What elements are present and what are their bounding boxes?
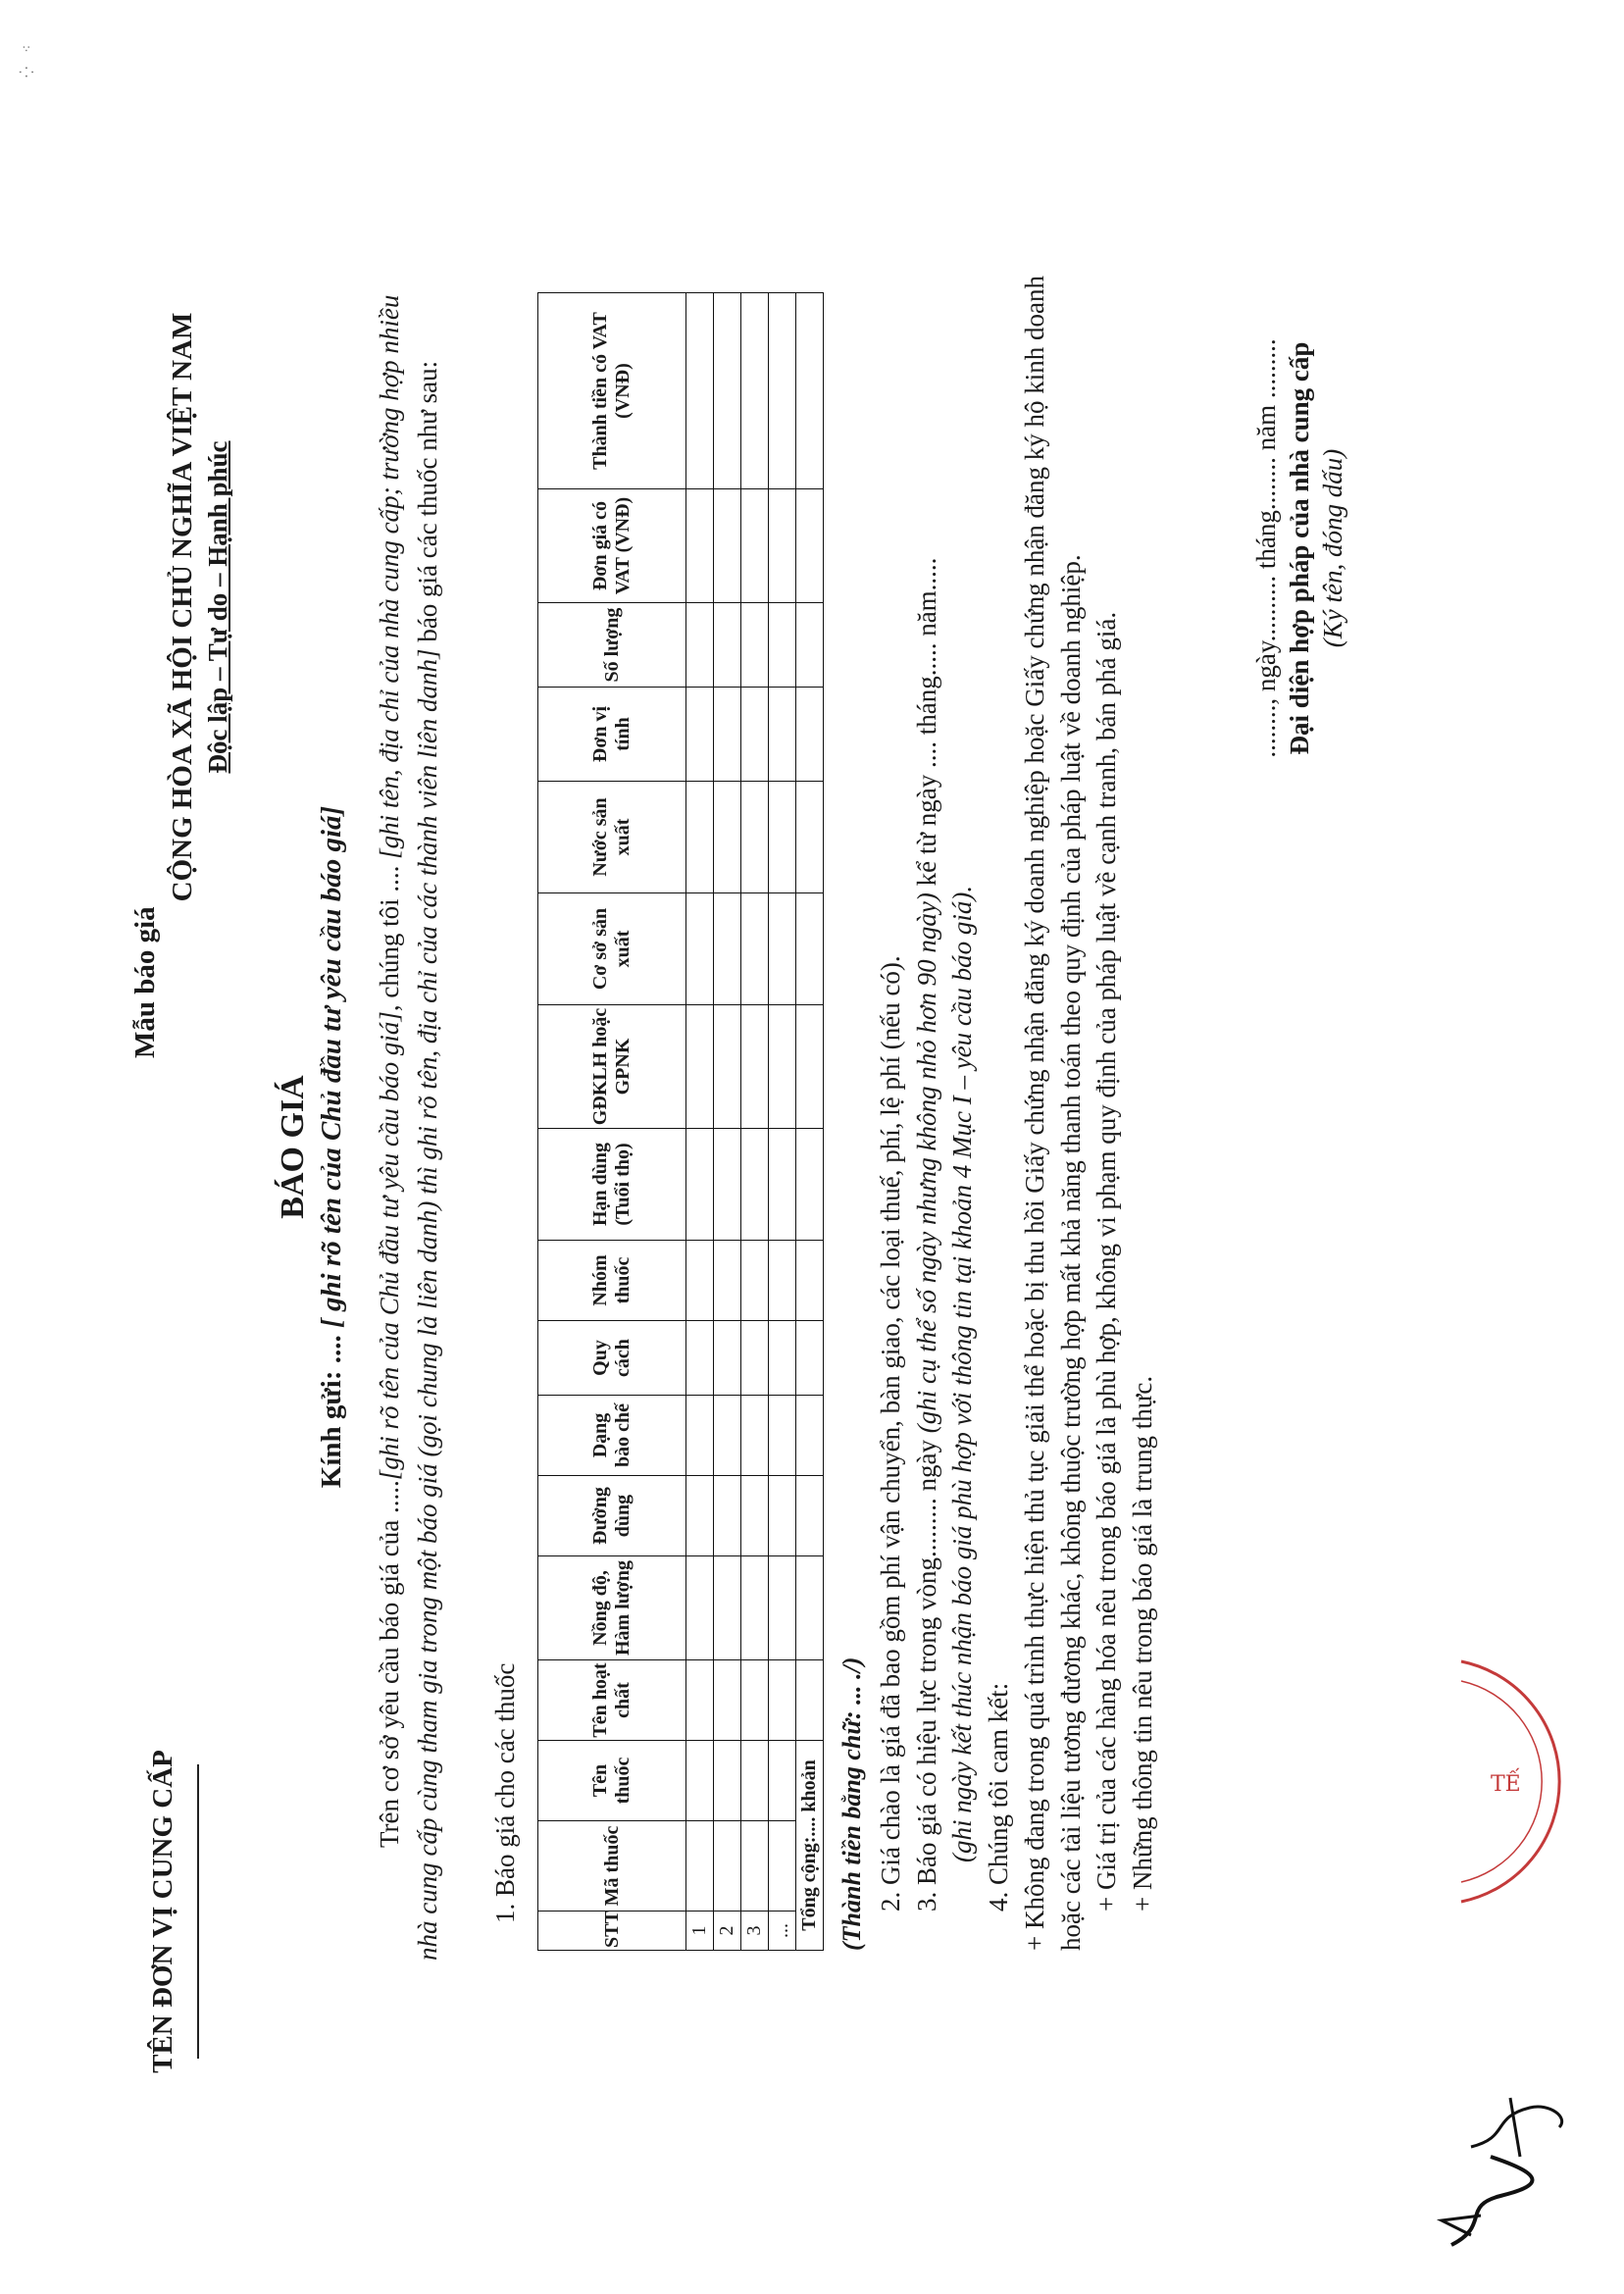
supplier-underline — [197, 1764, 199, 2059]
intro-text-3: báo giá các thuốc như sau: — [413, 360, 443, 649]
table-cell — [714, 688, 741, 782]
table-header-row — [538, 293, 686, 1951]
table-row — [714, 293, 741, 1951]
table-cell — [686, 1741, 714, 1821]
table-cell — [769, 1556, 796, 1660]
table-total-row — [796, 293, 824, 1951]
column-header: GĐKLH hoặc GPNK — [538, 1005, 686, 1129]
table-cell — [796, 893, 824, 1005]
table-cell — [741, 1241, 769, 1321]
table-cell — [714, 293, 741, 489]
table-cell — [769, 1476, 796, 1556]
red-stamp-icon — [1459, 1647, 1606, 1912]
column-header: Thành tiền có VAT (VNĐ) — [538, 293, 686, 489]
table-cell — [741, 1821, 769, 1912]
amount-in-words: (Thành tiền bằng chữ: ... ./) — [837, 1657, 866, 1951]
handwritten-initials-icon — [1432, 2088, 1589, 2265]
intro-text-2: , chúng tôi .... — [375, 858, 404, 1012]
column-header: Tên hoạt chất — [538, 1660, 686, 1741]
table-cell — [714, 1396, 741, 1476]
section-item-1: 1. Báo giá cho các thuốc — [490, 1662, 520, 1923]
table-cell — [741, 782, 769, 893]
table-cell — [769, 1129, 796, 1241]
addressee-line — [316, 0, 348, 2294]
commitment-3: + Những thông tin nêu trong báo giá là trung thực. — [1128, 1375, 1158, 1912]
table-cell — [769, 688, 796, 782]
column-header: STT — [538, 1912, 686, 1951]
term-item-3-date: kể từ ngày .... tháng..... năm..... — [911, 557, 941, 893]
supplier-name: TÊN ĐƠN VỊ CUNG CẤP — [147, 1750, 178, 2073]
table-cell — [769, 893, 796, 1005]
document-title: BÁO GIÁ — [275, 1075, 311, 1219]
table-row — [686, 293, 714, 1951]
column-header: Quy cách — [538, 1321, 686, 1396]
table-cell — [769, 1660, 796, 1741]
table-cell — [714, 1129, 741, 1241]
addressee-note: [ ghi rõ tên của Chủ đầu tư yêu cầu báo giá] — [316, 805, 347, 1328]
signature-date: ........, ngày.......... tháng........ năm ......... — [1251, 338, 1281, 758]
table-cell — [714, 1741, 741, 1821]
table-cell — [741, 1005, 769, 1129]
table-cell — [714, 489, 741, 603]
table-cell — [741, 293, 769, 489]
table-cell — [796, 489, 824, 603]
national-motto: Độc lập – Tự do – Hạnh phúc — [203, 440, 232, 774]
table-cell — [714, 603, 741, 688]
table-cell — [796, 1129, 824, 1241]
table-cell — [796, 782, 824, 893]
intro-note-1: [ghi rõ tên của Chủ đầu tư yêu cầu báo giá] — [375, 1011, 404, 1481]
table-row — [741, 293, 769, 1951]
table-cell — [769, 1005, 796, 1129]
signature-block — [1250, 254, 1349, 842]
column-header: Nước sản xuất — [538, 782, 686, 893]
column-header: Dạng bào chế — [538, 1396, 686, 1476]
table-cell — [796, 1476, 824, 1556]
row-number-cell: 1 — [686, 1912, 714, 1951]
table-cell — [796, 1321, 824, 1396]
row-number-cell: 3 — [741, 1912, 769, 1951]
table-cell — [686, 1476, 714, 1556]
term-item-3-note: (ghi cụ thể số ngày nhưng không nhỏ hơn 90 ngày) — [911, 892, 941, 1434]
table-cell — [686, 1396, 714, 1476]
table-cell — [769, 782, 796, 893]
table-cell — [686, 1129, 714, 1241]
table-cell — [686, 1821, 714, 1912]
table-cell — [796, 603, 824, 688]
table-cell — [741, 603, 769, 688]
term-item-3-closing-note — [944, 225, 981, 1951]
table-cell — [796, 293, 824, 489]
template-label: Mẫu báo giá — [129, 906, 161, 1058]
table-cell — [769, 1396, 796, 1476]
scan-specks: ⁛ ⁖ — [21, 44, 35, 77]
signature-note: (Ký tên, đóng dấu) — [1317, 448, 1347, 648]
intro-text-1: Trên cơ sở yêu cầu báo giá của ..... — [375, 1480, 404, 1848]
column-header: Tên thuốc — [538, 1741, 686, 1821]
table-cell — [686, 1556, 714, 1660]
stamp-text: TẾ — [1491, 1772, 1521, 1797]
commitment-2: + Giá trị của các hàng hóa nêu trong báo giá là phù hợp, không vi phạm quy định của pháp luật về cạnh tranh, bán phá giá. — [1091, 611, 1122, 1912]
term-item-2: 2. Giá chào là giá đã bao gồm phí vận chuyển, bàn giao, các loại thuế, phí, lệ phí (nếu có). — [876, 955, 905, 1912]
addressee-prefix: Kính gửi: .... — [316, 1327, 347, 1489]
column-header: Nồng độ, Hàm lượng — [538, 1556, 686, 1660]
column-header: Nhóm thuốc — [538, 1241, 686, 1321]
table-cell — [686, 1321, 714, 1396]
national-header — [167, 136, 233, 1078]
term-item-3-closing-text: (ghi ngày kết thúc nhận báo giá phù hợp với thông tin tại khoản 4 Mục I – yêu cầu báo giá). — [947, 885, 978, 1862]
table-cell — [796, 1660, 824, 1741]
table-cell — [769, 1241, 796, 1321]
table-cell — [769, 1821, 796, 1912]
total-label: Tổng cộng:.... khoản — [796, 1741, 824, 1951]
table-cell — [796, 1241, 824, 1321]
column-header: Cơ sở sản xuất — [538, 893, 686, 1005]
table-row — [769, 293, 796, 1951]
table-cell — [714, 1005, 741, 1129]
table-cell — [714, 782, 741, 893]
table-cell — [686, 1241, 714, 1321]
term-item-4: 4. Chúng tôi cam kết: — [984, 1682, 1014, 1912]
table-cell — [741, 489, 769, 603]
column-header: Mã thuốc — [538, 1821, 686, 1912]
table-cell — [796, 1396, 824, 1476]
table-cell — [741, 688, 769, 782]
table-cell — [686, 688, 714, 782]
table-cell — [769, 293, 796, 489]
table-cell — [769, 1321, 796, 1396]
table-cell — [714, 1476, 741, 1556]
table-cell — [686, 489, 714, 603]
table-cell — [686, 893, 714, 1005]
terms-list — [873, 225, 1161, 1951]
table-cell — [741, 1556, 769, 1660]
table-cell — [714, 1660, 741, 1741]
table-cell — [686, 603, 714, 688]
table-cell — [796, 1556, 824, 1660]
supplier-header — [147, 1657, 199, 2167]
table-cell — [686, 782, 714, 893]
table-cell — [769, 489, 796, 603]
table-cell — [741, 1129, 769, 1241]
table-cell — [686, 293, 714, 489]
quotation-table — [537, 292, 824, 1951]
column-header: Hạn dùng (Tuổi thọ) — [538, 1129, 686, 1241]
table-cell — [714, 893, 741, 1005]
row-number-cell: ... — [769, 1912, 796, 1951]
table-cell — [741, 1476, 769, 1556]
column-header: Đơn vị tính — [538, 688, 686, 782]
term-item-3-text: 3. Báo giá có hiệu lực trong vòng......... ngày — [911, 1433, 941, 1912]
table-cell — [796, 1005, 824, 1129]
column-header: Số lượng — [538, 603, 686, 688]
table-cell — [714, 1821, 741, 1912]
commitment-1: + Không đang trong quá trình thực hiện thủ tục giải thể hoặc bị thu hồi Giấy chứng nhận đăng ký doanh nghiệp hoặc Giấy chứng nhận đăng ký hộ kinh doanh hoặc các tài liệu tương đương khác, không thuộc trường hợp mất khả năng thanh toán theo quy định của pháp luật về doanh nghiệp. — [1019, 275, 1086, 1951]
table-cell — [741, 1396, 769, 1476]
table-cell — [769, 603, 796, 688]
table-cell — [796, 688, 824, 782]
table-cell — [741, 893, 769, 1005]
table-cell — [741, 1660, 769, 1741]
table-cell — [686, 1660, 714, 1741]
column-header: Đường dùng — [538, 1476, 686, 1556]
signature-title: Đại diện hợp pháp của nhà cung cấp — [1284, 341, 1314, 755]
column-header: Đơn giá có VAT (VNĐ) — [538, 489, 686, 603]
table-cell — [769, 1741, 796, 1821]
table-cell — [741, 1741, 769, 1821]
table-cell — [714, 1556, 741, 1660]
country-name: CỘNG HÒA XÃ HỘI CHỦ NGHĨA VIỆT NAM — [167, 312, 198, 902]
table-cell — [686, 1005, 714, 1129]
table-cell — [741, 1321, 769, 1396]
table-cell — [714, 1241, 741, 1321]
row-number-cell: 2 — [714, 1912, 741, 1951]
intro-paragraph — [371, 283, 447, 1961]
term-item-3 — [909, 225, 945, 1951]
intro-note-2: [ghi tên, địa chỉ của nhà cung cấp; trường hợp nhiều nhà cung cấp cùng tham gia trong một báo giá (gọi chung là liên danh) thì ghi rõ tên, địa chỉ của các thành viên liên danh] — [375, 294, 443, 1961]
table-cell — [714, 1321, 741, 1396]
